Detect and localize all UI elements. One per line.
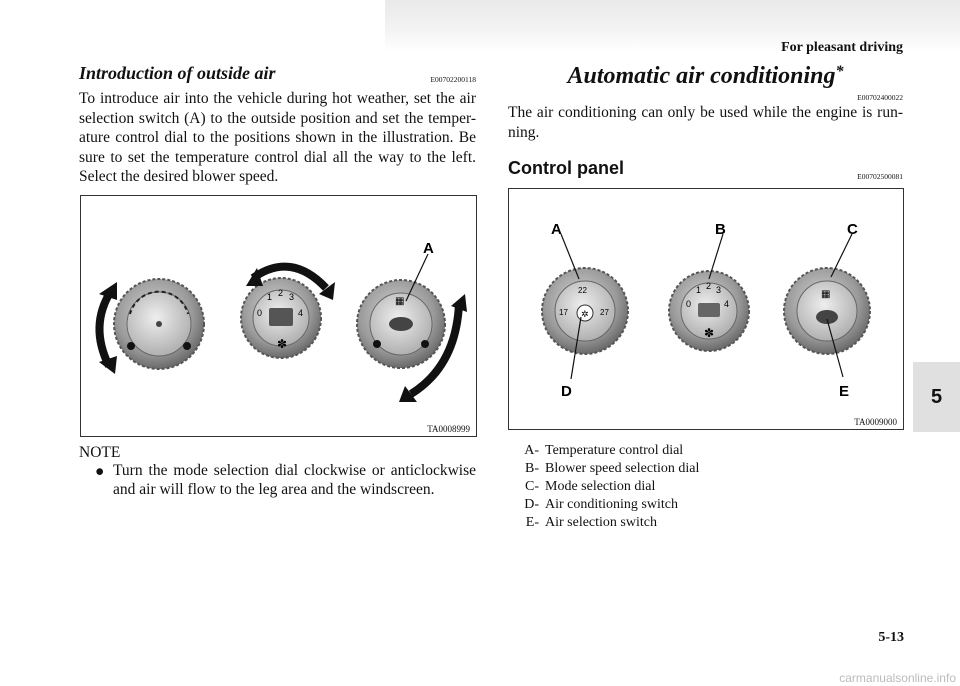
svg-text:✽: ✽ <box>277 337 288 351</box>
legend-text: Air selection switch <box>545 515 657 530</box>
svg-text:0: 0 <box>257 308 263 318</box>
legend-text: Mode selection dial <box>545 479 656 494</box>
legend-item <box>514 442 699 460</box>
fan-4: 4 <box>724 299 730 309</box>
subheading-outside-air <box>79 63 476 87</box>
blower-dial <box>241 278 321 358</box>
manual-ac-figure <box>80 195 477 437</box>
legend-item <box>514 514 699 532</box>
ac-paragraph: The air conditioning can only be used while the engine is run-ning. <box>508 104 903 141</box>
blower-dial-auto <box>669 271 749 351</box>
fan-2: 2 <box>706 281 712 291</box>
svg-text:3: 3 <box>289 292 295 302</box>
legend-item <box>514 496 699 514</box>
watermark: carmanualsonline.info <box>839 671 956 685</box>
bullet-icon: ● <box>95 463 105 480</box>
fan-0: 0 <box>686 299 692 309</box>
control-panel-code: E00702500081 <box>857 172 903 181</box>
title-text: Automatic air conditioning <box>567 63 836 89</box>
section-title <box>508 63 903 102</box>
temp-17: 17 <box>559 308 568 317</box>
svg-text:✲: ✲ <box>581 310 589 320</box>
svg-text:▦: ▦ <box>821 289 831 300</box>
label-c: C <box>847 221 858 238</box>
note-body <box>95 461 476 499</box>
temp-27: 27 <box>600 308 609 317</box>
legend-list <box>514 442 699 532</box>
svg-text:2: 2 <box>278 288 284 298</box>
title-code: E00702400022 <box>857 93 903 102</box>
left-column <box>79 63 476 187</box>
control-panel-text: Control panel <box>508 158 624 178</box>
svg-text:4: 4 <box>298 308 304 318</box>
control-panel-illustration <box>509 189 903 429</box>
legend-key: B- <box>525 461 539 476</box>
svg-text:✽: ✽ <box>704 326 715 340</box>
right-column <box>508 63 903 180</box>
subheading-text: Introduction of outside air <box>79 63 276 83</box>
legend-text: Blower speed selection dial <box>545 461 700 476</box>
fan-1: 1 <box>696 285 702 295</box>
note-label: NOTE <box>79 444 121 461</box>
label-d: D <box>561 383 572 400</box>
note-text: Turn the mode selection dial clockwise or anticlockwise and air will flow to the leg area and the windscreen. <box>113 462 476 498</box>
legend-key: E- <box>525 515 539 530</box>
page-number: 5-13 <box>878 630 904 645</box>
label-e: E <box>839 383 850 400</box>
legend-item <box>514 460 699 478</box>
legend-key: A- <box>524 443 539 458</box>
legend-text: Air conditioning switch <box>545 497 678 512</box>
chapter-tab: 5 <box>913 362 960 432</box>
section-code: E00702200118 <box>430 75 476 84</box>
label-a: A <box>423 240 434 257</box>
control-panel-heading <box>508 158 903 180</box>
intro-paragraph: To introduce air into the vehicle during hot weather, set the air selection switch (A) to the outside position and set the temper-ature control dial to the positions shown in the illustration. Be sure to set the temperature control dial all the way to the left. Select the desired blower speed. <box>79 90 476 185</box>
control-panel-figure <box>508 188 904 430</box>
figure-id: TA0008999 <box>427 424 470 434</box>
temp-22: 22 <box>578 286 587 295</box>
header-title: For pleasant driving <box>781 40 903 55</box>
temperature-dial <box>114 279 204 369</box>
label-a-auto: A <box>551 221 562 238</box>
legend-item <box>514 478 699 496</box>
figure-id-right: TA0009000 <box>854 417 897 427</box>
label-b: B <box>715 221 726 238</box>
rotate-left-arrow <box>99 291 111 366</box>
temperature-dial-auto <box>542 268 628 354</box>
mode-dial-auto <box>784 268 870 354</box>
mode-dial <box>357 280 445 368</box>
svg-text:1: 1 <box>267 292 273 302</box>
title-mark: * <box>835 63 844 80</box>
legend-key: C- <box>525 479 539 494</box>
legend-key: D- <box>524 497 539 512</box>
fan-3: 3 <box>716 285 722 295</box>
svg-text:▦: ▦ <box>395 296 405 307</box>
manual-ac-illustration <box>81 196 476 436</box>
legend-text: Temperature control dial <box>545 443 684 458</box>
